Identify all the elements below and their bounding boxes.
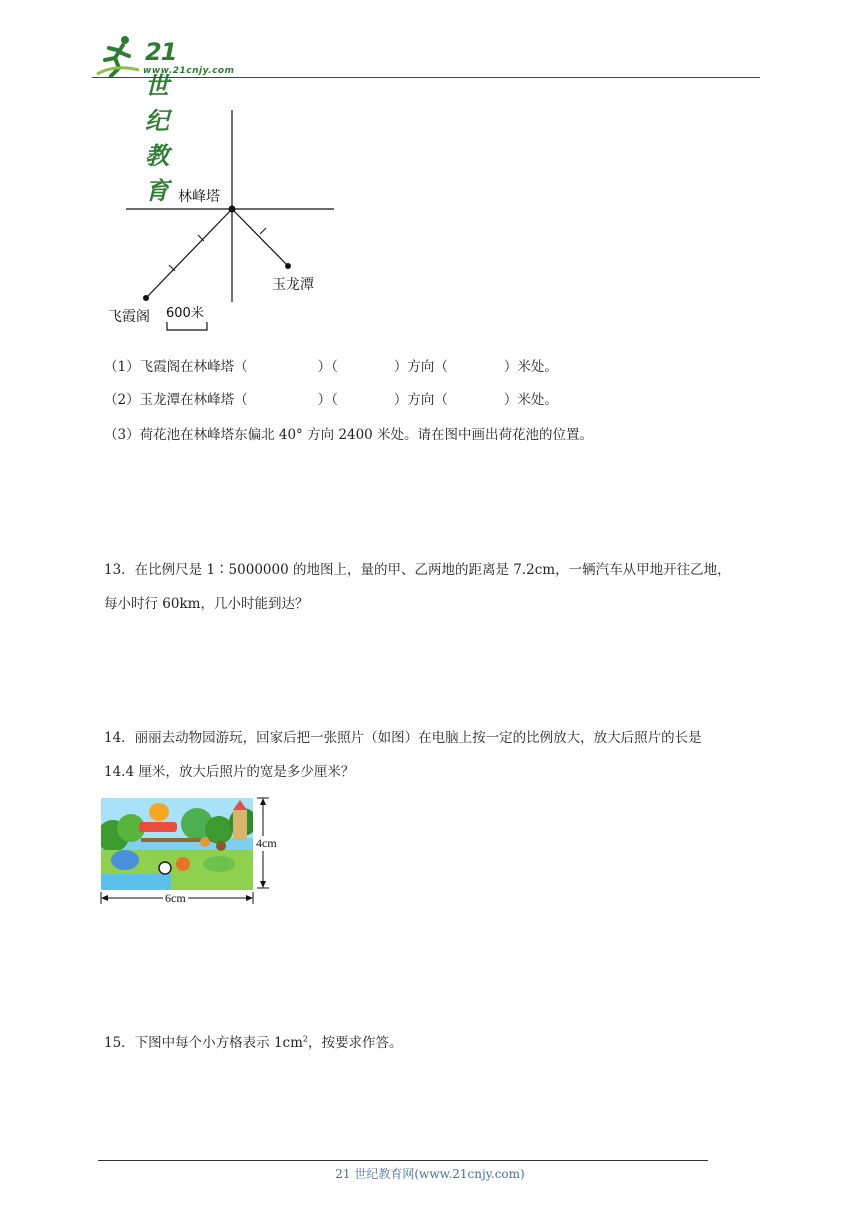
q13-line2: 每小时行 60km，几小时能到达？ — [104, 596, 309, 612]
q14-line1: 14．丽丽去动物园游玩，回家后把一张照片（如图）在电脑上按一定的比例放大，放大后照片的长是 — [104, 730, 702, 746]
diagram-canvas — [100, 108, 360, 338]
q12-sub1: （1）飞霞阁在林峰塔（ ）（ ）方向（ ）米处。 — [104, 359, 558, 375]
label-linfengta: 林峰塔 — [178, 189, 220, 205]
logo-text: 21世纪教育 — [145, 38, 177, 205]
footer-text: 21 世纪教育网(www.21cnjy.com) — [335, 1167, 525, 1181]
q13-line1: 13．在比例尺是 1∶5000000 的地图上，量的甲、乙两地的距离是 7.2cm，一辆汽车从甲地开往乙地， — [104, 562, 731, 578]
tick-sw-2 — [169, 265, 175, 271]
tick-se-1 — [260, 228, 266, 234]
point-linfengta — [229, 206, 236, 213]
direction-diagram — [100, 108, 360, 338]
header-divider — [92, 77, 760, 78]
photo-width-label: 6cm — [165, 891, 186, 905]
tick-sw-1 — [198, 235, 204, 241]
point-feixiage — [143, 295, 149, 301]
logo-url: www.21cnjy.com — [143, 66, 235, 76]
q15-text: 15．下图中每个小方格表示 $1cm^2$，按要求作答。 — [104, 1034, 403, 1051]
ray-to-yulongtan — [232, 209, 288, 266]
label-yulongtan: 玉龙潭 — [272, 277, 314, 293]
scale-bar — [167, 322, 207, 330]
q12-sub3: （3）荷花池在林峰塔东偏北 40° 方向 2400 米处。请在图中画出荷花池的位置。 — [104, 427, 594, 443]
q14-line2: 14.4 厘米，放大后照片的宽是多少厘米？ — [104, 764, 355, 780]
logo-runner-icon — [95, 34, 145, 80]
photo-height-label: 4cm — [256, 836, 277, 850]
ray-to-feixiage — [146, 209, 232, 298]
label-feixiage: 飞霞阁 — [108, 309, 150, 325]
label-scale: 600米 — [166, 306, 204, 321]
footer-divider — [98, 1160, 708, 1161]
q12-sub2: （2）玉龙潭在林峰塔（ ）（ ）方向（ ）米处。 — [104, 392, 558, 408]
point-yulongtan — [285, 263, 291, 269]
